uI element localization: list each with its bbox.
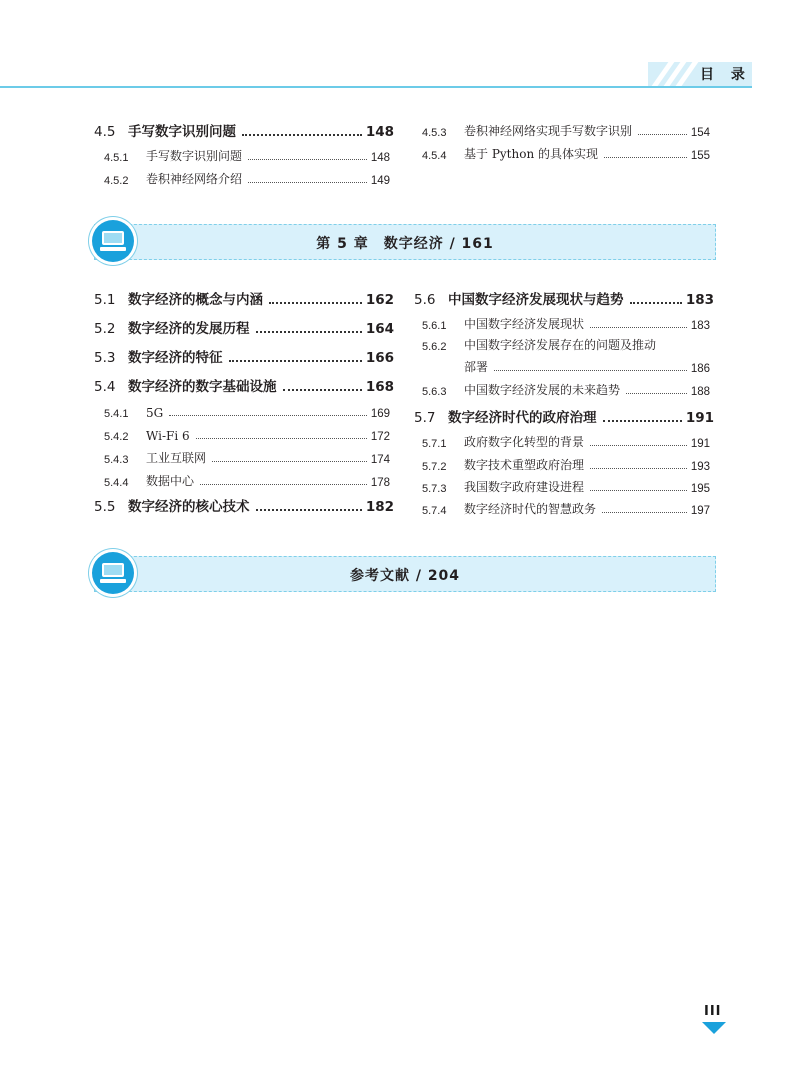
toc-title: 工业互联网 — [146, 451, 207, 465]
toc-title: 数字经济的核心技术 — [128, 499, 250, 515]
toc-title: 数字经济的发展历程 — [128, 321, 250, 337]
chapter-banner[interactable] — [94, 224, 716, 260]
computer-icon — [92, 220, 134, 262]
toc-page: 191 — [690, 438, 710, 450]
toc-page: 154 — [690, 127, 710, 139]
toc-title: 中国数字经济发展现状与趋势 — [448, 292, 624, 308]
toc-entry[interactable] — [422, 380, 710, 398]
toc-number: 5.7.2 — [422, 461, 447, 473]
toc-number: 5.7 — [414, 410, 436, 426]
toc-title-continued: 部署 — [464, 360, 489, 374]
leader-dots — [169, 415, 367, 416]
leader-dots — [626, 393, 687, 394]
toc-page: 188 — [690, 386, 710, 398]
toc-number: 4.5.2 — [104, 175, 129, 187]
leader-dots — [590, 445, 687, 446]
toc-entry[interactable] — [414, 406, 714, 426]
leader-dots — [638, 134, 687, 135]
toc-title: 卷积神经网络实现手写数字识别 — [464, 124, 633, 138]
toc-number: 5.3 — [94, 350, 116, 366]
toc-page: 155 — [690, 150, 710, 162]
leader-dots — [603, 420, 682, 422]
toc-title: 数字经济的特征 — [128, 350, 223, 366]
toc-number: 5.4.2 — [104, 431, 129, 443]
toc-title: Wi-Fi 6 — [146, 429, 190, 443]
leader-dots — [256, 331, 362, 333]
leader-dots — [212, 461, 367, 462]
toc-number: 4.5.3 — [422, 127, 447, 139]
toc-entry[interactable] — [104, 471, 390, 489]
toc-number: 5.7.1 — [422, 438, 447, 450]
leader-dots — [242, 134, 362, 136]
toc-page: 193 — [690, 461, 710, 473]
leader-dots — [248, 182, 367, 183]
toc-entry[interactable] — [94, 317, 394, 337]
leader-dots — [604, 157, 687, 158]
toc-entry[interactable] — [104, 425, 390, 443]
toc-title: 中国数字经济发展存在的问题及推动 — [464, 338, 657, 352]
toc-entry[interactable] — [94, 120, 394, 140]
page-number: III — [704, 1004, 722, 1019]
toc-page: 169 — [370, 408, 390, 420]
leader-dots — [590, 490, 687, 491]
leader-dots — [590, 468, 687, 469]
leader-dots — [602, 512, 687, 513]
leader-dots — [494, 370, 687, 371]
leader-dots — [269, 302, 362, 304]
toc-number: 5.6.3 — [422, 386, 447, 398]
toc-title: 数据中心 — [146, 474, 195, 488]
toc-number: 5.4.3 — [104, 454, 129, 466]
toc-page: 168 — [365, 379, 394, 395]
header-rule — [0, 86, 752, 88]
toc-title: 中国数字经济发展的未来趋势 — [464, 383, 621, 397]
toc-entry[interactable] — [422, 314, 710, 332]
toc-page: 148 — [370, 152, 390, 164]
toc-entry[interactable] — [422, 335, 710, 353]
toc-number: 4.5.1 — [104, 152, 129, 164]
chapter-title: 第 5 章 数字经济 / 161 — [316, 236, 494, 252]
toc-page: 172 — [370, 431, 390, 443]
references-title: 参考文献 / 204 — [349, 568, 461, 584]
toc-entry[interactable] — [422, 477, 710, 495]
toc-title: 数字经济时代的政府治理 — [448, 410, 597, 426]
toc-title: 手写数字识别问题 — [128, 124, 236, 140]
toc-entry[interactable] — [104, 448, 390, 466]
leader-dots — [248, 159, 367, 160]
toc-page: 191 — [685, 410, 714, 426]
computer-icon — [92, 552, 134, 594]
toc-entry[interactable] — [422, 144, 710, 162]
toc-page: 183 — [690, 320, 710, 332]
toc-page: 166 — [365, 350, 394, 366]
toc-page: 174 — [370, 454, 390, 466]
toc-page: 197 — [690, 505, 710, 517]
page-title: 目 录 — [700, 67, 751, 83]
toc-page: 186 — [690, 363, 710, 375]
toc-page: 162 — [365, 292, 394, 308]
toc-entry[interactable] — [422, 432, 710, 450]
toc-title: 中国数字经济发展现状 — [464, 317, 585, 331]
triangle-down-icon — [702, 1022, 726, 1034]
toc-page: 183 — [685, 292, 714, 308]
toc-title: 数字技术重塑政府治理 — [464, 458, 585, 472]
leader-dots — [590, 327, 687, 328]
toc-number: 5.4 — [94, 379, 116, 395]
toc-title: 5G — [146, 406, 164, 420]
toc-page: 149 — [370, 175, 390, 187]
toc-number: 5.2 — [94, 321, 116, 337]
references-banner[interactable] — [94, 556, 716, 592]
toc-title: 数字经济时代的智慧政务 — [464, 502, 597, 516]
leader-dots — [200, 484, 367, 485]
toc-page: 195 — [690, 483, 710, 495]
toc-page: 178 — [370, 477, 390, 489]
leader-dots — [256, 509, 362, 511]
toc-entry[interactable] — [94, 375, 394, 395]
toc-number: 5.7.4 — [422, 505, 447, 517]
toc-entry[interactable] — [422, 121, 710, 139]
toc-title: 我国数字政府建设进程 — [464, 480, 585, 494]
toc-number: 5.6 — [414, 292, 436, 308]
toc-number: 4.5 — [94, 124, 116, 140]
toc-number: 5.6.2 — [422, 341, 447, 353]
toc-entry[interactable] — [414, 288, 714, 308]
toc-number: 5.6.1 — [422, 320, 447, 332]
toc-title: 数字经济的数字基础设施 — [128, 379, 277, 395]
toc-entry[interactable] — [104, 146, 390, 164]
toc-title: 卷积神经网络介绍 — [146, 172, 243, 186]
toc-entry-continued[interactable] — [464, 357, 710, 375]
toc-title: 政府数字化转型的背景 — [464, 435, 585, 449]
leader-dots — [229, 360, 362, 362]
toc-number: 5.1 — [94, 292, 116, 308]
toc-entry[interactable] — [94, 288, 394, 308]
toc-page: 164 — [365, 321, 394, 337]
toc-entry[interactable] — [104, 402, 390, 420]
toc-number: 5.4.4 — [104, 477, 129, 489]
toc-entry[interactable] — [422, 455, 710, 473]
toc-entry[interactable] — [94, 495, 394, 515]
toc-number: 5.5 — [94, 499, 116, 515]
toc-number: 4.5.4 — [422, 150, 447, 162]
toc-entry[interactable] — [422, 499, 710, 517]
toc-title: 数字经济的概念与内涵 — [128, 292, 263, 308]
toc-entry[interactable] — [104, 169, 390, 187]
leader-dots — [283, 389, 362, 391]
toc-number: 5.4.1 — [104, 408, 129, 420]
toc-title: 手写数字识别问题 — [146, 149, 243, 163]
toc-entry[interactable] — [94, 346, 394, 366]
leader-dots — [196, 438, 367, 439]
toc-number: 5.7.3 — [422, 483, 447, 495]
leader-dots — [630, 302, 682, 304]
toc-title: 基于 Python 的具体实现 — [464, 147, 598, 161]
toc-page: 148 — [365, 124, 394, 140]
toc-page: 182 — [365, 499, 394, 515]
